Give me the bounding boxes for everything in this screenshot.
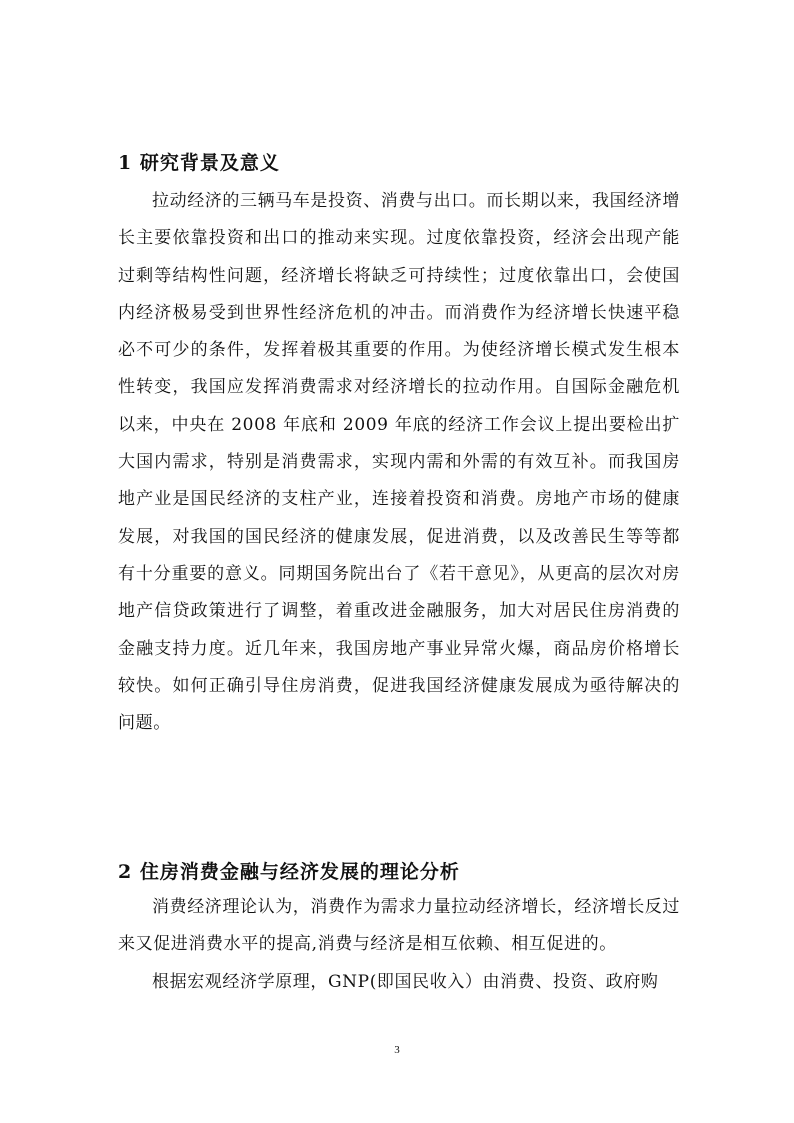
section-1-heading: 1 研究背景及意义: [118, 152, 280, 174]
page-number: 3: [394, 1044, 400, 1056]
section-2-heading: 2 住房消费金融与经济发展的理论分析: [118, 861, 460, 883]
section-1-paragraph-1: 拉动经济的三辆马车是投资、消费与出口。而长期以来，我国经济增长主要依靠投资和出口的推动来实现。过度依靠投资，经济会出现产能过剩等结构性问题，经济增长将缺乏可持续性；过度依靠出口，会使国内经济极易受到世界性经济危机的冲击。而消费作为经济增长快速平稳必不可少的条件，发挥着极其重要的作用。为使经济增长模式发生根本性转变，我国应发挥消费需求对经济增长的拉动作用。自国际金融危机以来，中央在 2008 年底和 2009 年底的经济工作会议上提出要检出扩大国内需求，特别是消费需求，实现内需和外需的有效互补。而我国房地产业是国民经济的支柱产业，连接着投资和消费。房地产市场的健康发展，对我国的国民经济的健康发展，促进消费，以及改善民生等等都有十分重要的意义。同期国务院出台了《若干意见》，从更高的层次对房地产信贷政策进行了调整，着重改进金融服务，加大对居民住房消费的金融支持力度。近几年来，我国房地产事业异常火爆，商品房价格增长较快。如何正确引导住房消费，促进我国经济健康发展成为亟待解决的问题。: [118, 191, 680, 734]
section-2-paragraph-2: 根据宏观经济学原理，GNP(即国民收入）由消费、投资、政府购: [152, 972, 659, 992]
section-2-paragraph-1: 消费经济理论认为，消费作为需求力量拉动经济增长，经济增长反过来又促进消费水平的提高,消费与经济是相互依赖、相互促进的。: [118, 897, 680, 955]
